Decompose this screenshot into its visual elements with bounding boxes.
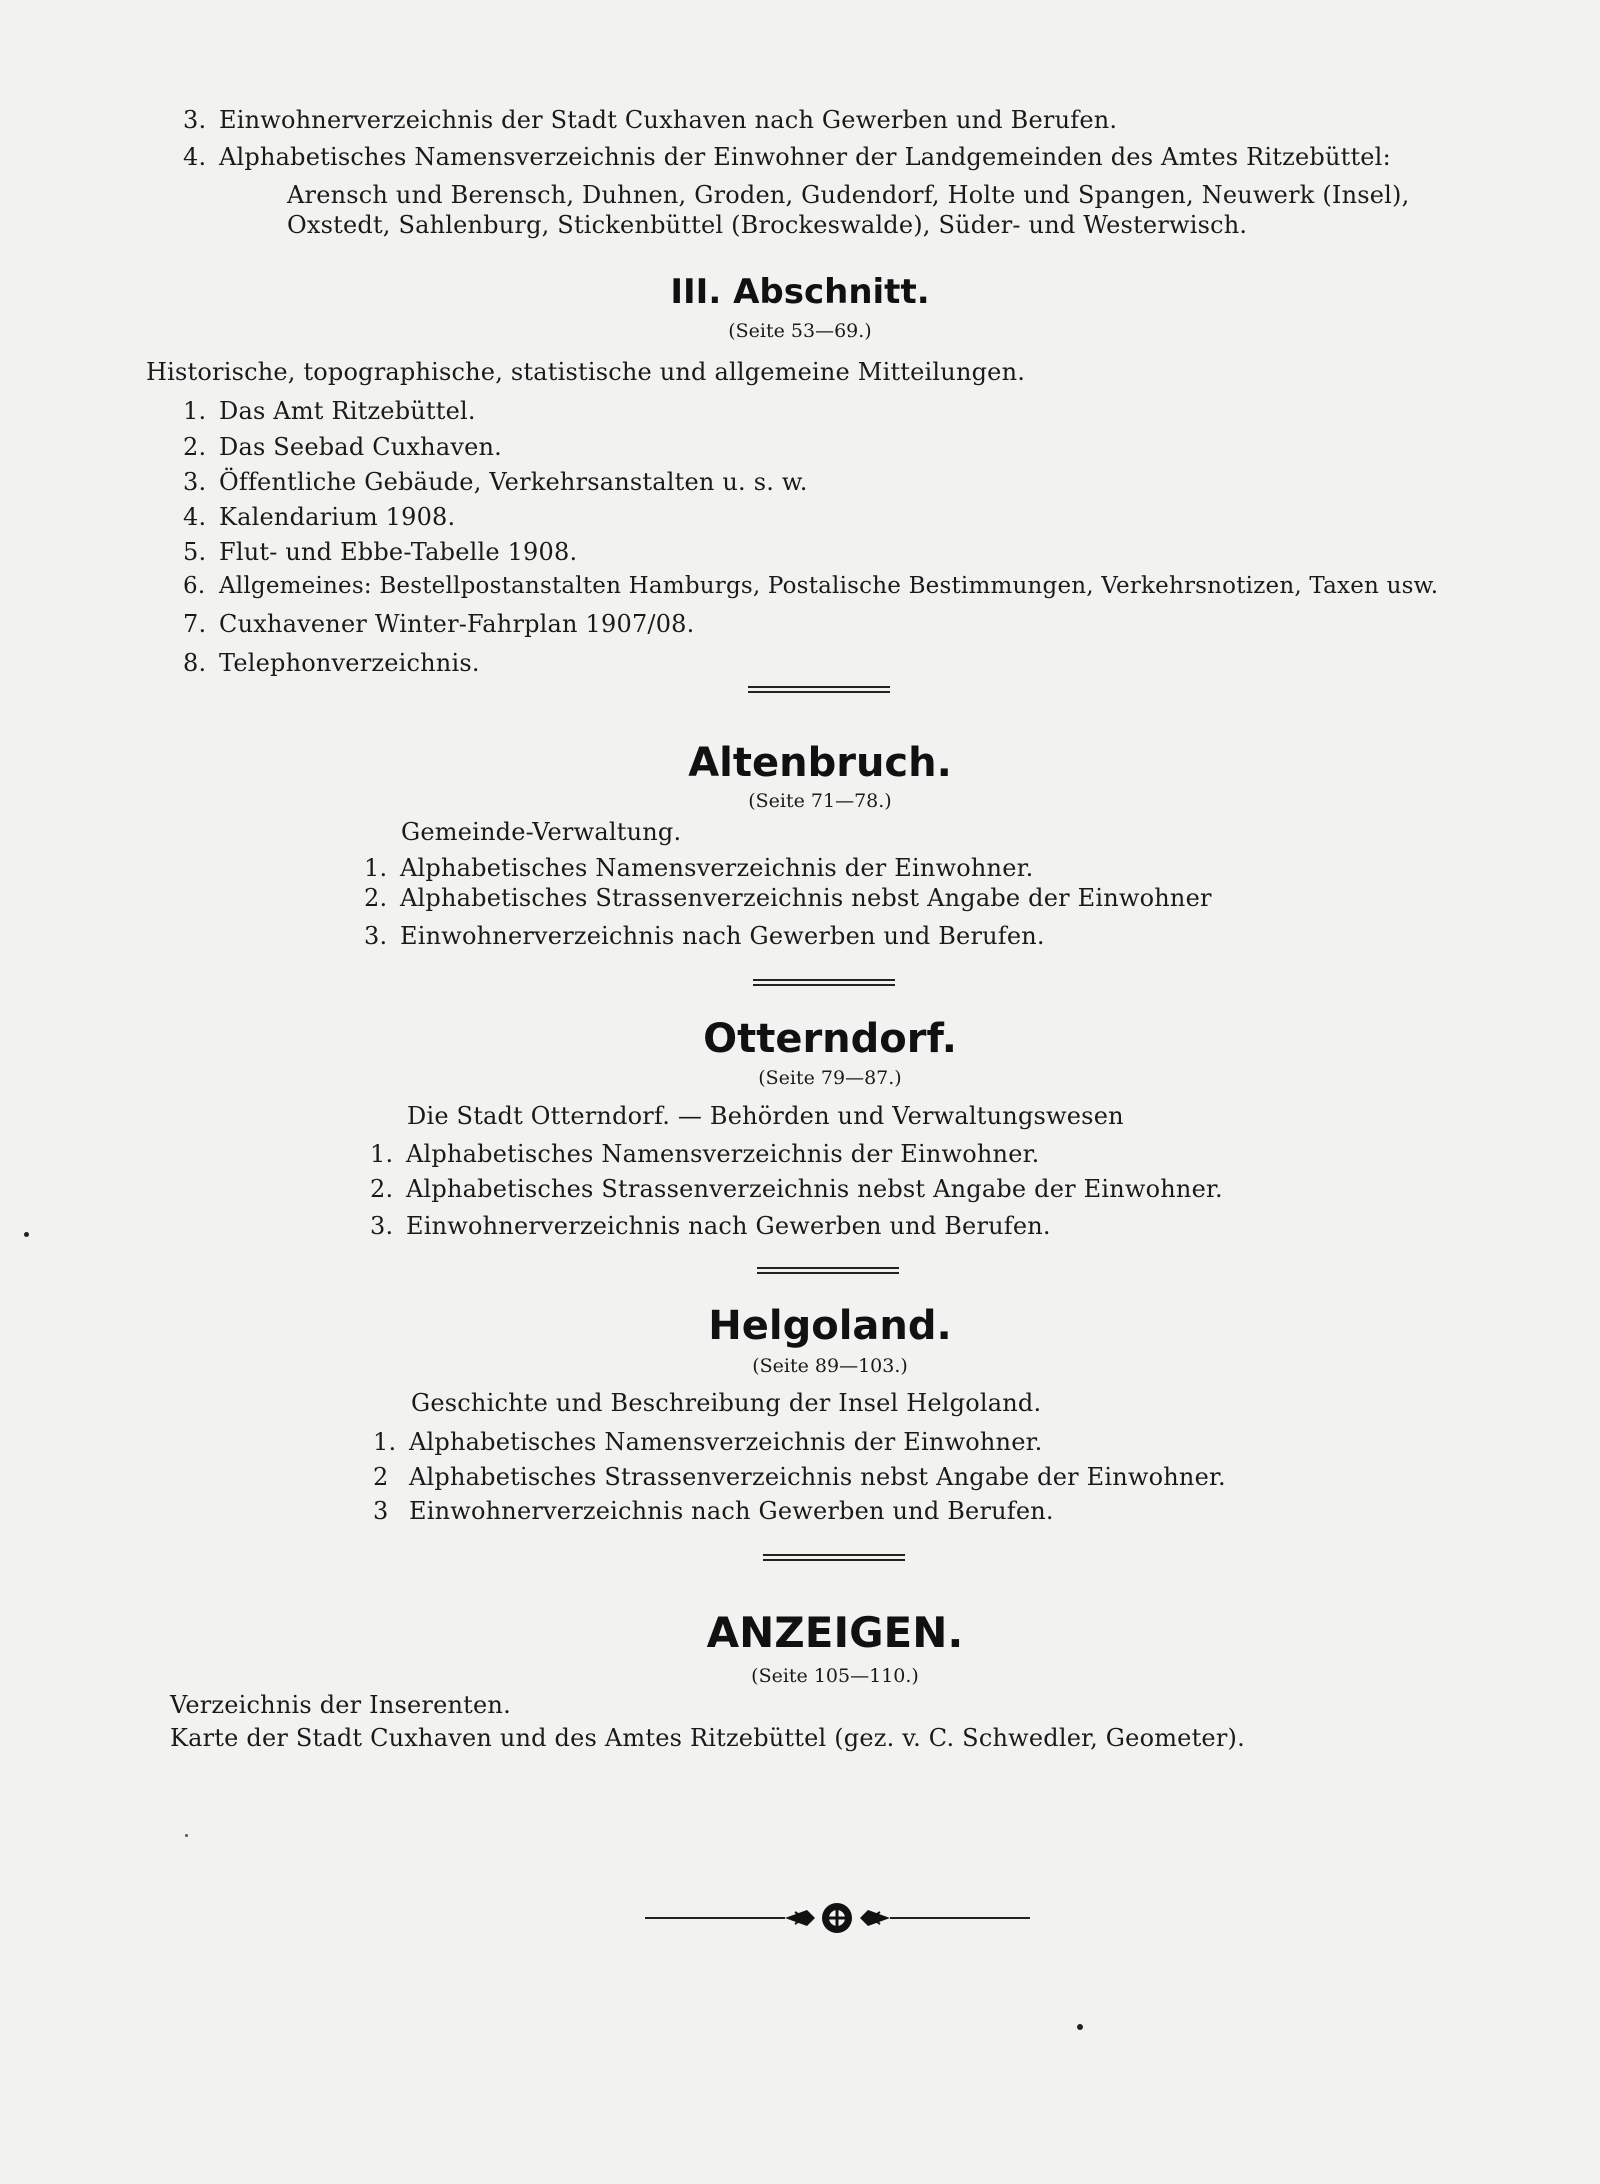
item-number: 4. bbox=[183, 143, 207, 171]
list-item: 3. Einwohnerverzeichnis nach Gewerben und Berufen. bbox=[364, 922, 1045, 950]
anzeigen-line: Verzeichnis der Inserenten. bbox=[170, 1691, 511, 1719]
list-item: 6. Allgemeines: Bestellpostanstalten Hamburgs, Postalische Bestimmungen, Verkehrsnotizen, Taxen usw. bbox=[183, 573, 1439, 599]
section-intro: Gemeinde-Verwaltung. bbox=[401, 818, 682, 846]
list-item: 3 Einwohnerverzeichnis nach Gewerben und Berufen. bbox=[373, 1497, 1054, 1525]
section-page-range: (Seite 53—69.) bbox=[728, 320, 872, 342]
section-heading-helgoland: Helgoland. bbox=[708, 1303, 952, 1349]
flourish-ornament-icon bbox=[645, 1898, 1030, 1938]
paper-speck bbox=[24, 1232, 29, 1237]
section-page-range: (Seite 105—110.) bbox=[751, 1665, 919, 1687]
section-heading-anzeigen: ANZEIGEN. bbox=[706, 1608, 964, 1657]
section-divider bbox=[753, 979, 895, 986]
list-item: 1. Alphabetisches Namensverzeichnis der Einwohner. bbox=[373, 1428, 1043, 1456]
list-item: 3. Öffentliche Gebäude, Verkehrsanstalten u. s. w. bbox=[183, 468, 808, 496]
list-item: 7. Cuxhavener Winter-Fahrplan 1907/08. bbox=[183, 610, 695, 638]
section-heading-abschnitt: III. Abschnitt. bbox=[670, 272, 930, 312]
list-item: 4. Kalendarium 1908. bbox=[183, 503, 456, 531]
item-text: Einwohnerverzeichnis der Stadt Cuxhaven nach Gewerben und Berufen. bbox=[219, 106, 1118, 134]
list-item: 2. Alphabetisches Strassenverzeichnis nebst Angabe der Einwohner bbox=[364, 884, 1212, 912]
section-intro: Geschichte und Beschreibung der Insel Helgoland. bbox=[411, 1389, 1042, 1417]
top-list-item-3 bbox=[183, 108, 1117, 132]
list-item: 1. Alphabetisches Namensverzeichnis der Einwohner. bbox=[370, 1140, 1040, 1168]
section-intro: Historische, topographische, statistische und allgemeine Mitteilungen. bbox=[146, 358, 1026, 386]
section-page-range: (Seite 79—87.) bbox=[758, 1067, 902, 1089]
section-divider bbox=[757, 1267, 899, 1274]
list-item: 2. Alphabetisches Strassenverzeichnis nebst Angabe der Einwohner. bbox=[370, 1175, 1223, 1203]
top-list-item-4-continued: Oxstedt, Sahlenburg, Stickenbüttel (Brockeswalde), Süder- und Westerwisch. bbox=[287, 211, 1248, 239]
section-divider bbox=[763, 1554, 905, 1561]
list-item: 2 Alphabetisches Strassenverzeichnis nebst Angabe der Einwohner. bbox=[373, 1463, 1226, 1491]
item-text: Alphabetisches Namensverzeichnis der Einwohner der Landgemeinden des Amtes Ritzebüttel: bbox=[219, 143, 1391, 171]
section-divider bbox=[748, 686, 890, 693]
list-item: 1. Alphabetisches Namensverzeichnis der Einwohner. bbox=[364, 854, 1034, 882]
section-intro: Die Stadt Otterndorf. — Behörden und Verwaltungswesen bbox=[407, 1102, 1124, 1130]
list-item: 2. Das Seebad Cuxhaven. bbox=[183, 433, 502, 461]
list-item: 5. Flut- und Ebbe-Tabelle 1908. bbox=[183, 538, 578, 566]
list-item: 1. Das Amt Ritzebüttel. bbox=[183, 397, 476, 425]
section-heading-otterndorf: Otterndorf. bbox=[703, 1016, 957, 1062]
top-list-item-4 bbox=[183, 145, 1391, 169]
item-number: 3. bbox=[183, 106, 207, 134]
top-list-item-4-continued: Arensch und Berensch, Duhnen, Groden, Gudendorf, Holte und Spangen, Neuwerk (Insel), bbox=[287, 181, 1410, 209]
paper-speck bbox=[1077, 2024, 1083, 2030]
section-page-range: (Seite 89—103.) bbox=[752, 1355, 908, 1377]
paper-speck bbox=[185, 1834, 188, 1837]
anzeigen-line: Karte der Stadt Cuxhaven und des Amtes Ritzebüttel (gez. v. C. Schwedler, Geometer). bbox=[170, 1724, 1245, 1752]
section-heading-altenbruch: Altenbruch. bbox=[688, 740, 952, 786]
list-item: 3. Einwohnerverzeichnis nach Gewerben und Berufen. bbox=[370, 1212, 1051, 1240]
list-item: 8. Telephonverzeichnis. bbox=[183, 649, 480, 677]
section-page-range: (Seite 71—78.) bbox=[748, 790, 892, 812]
